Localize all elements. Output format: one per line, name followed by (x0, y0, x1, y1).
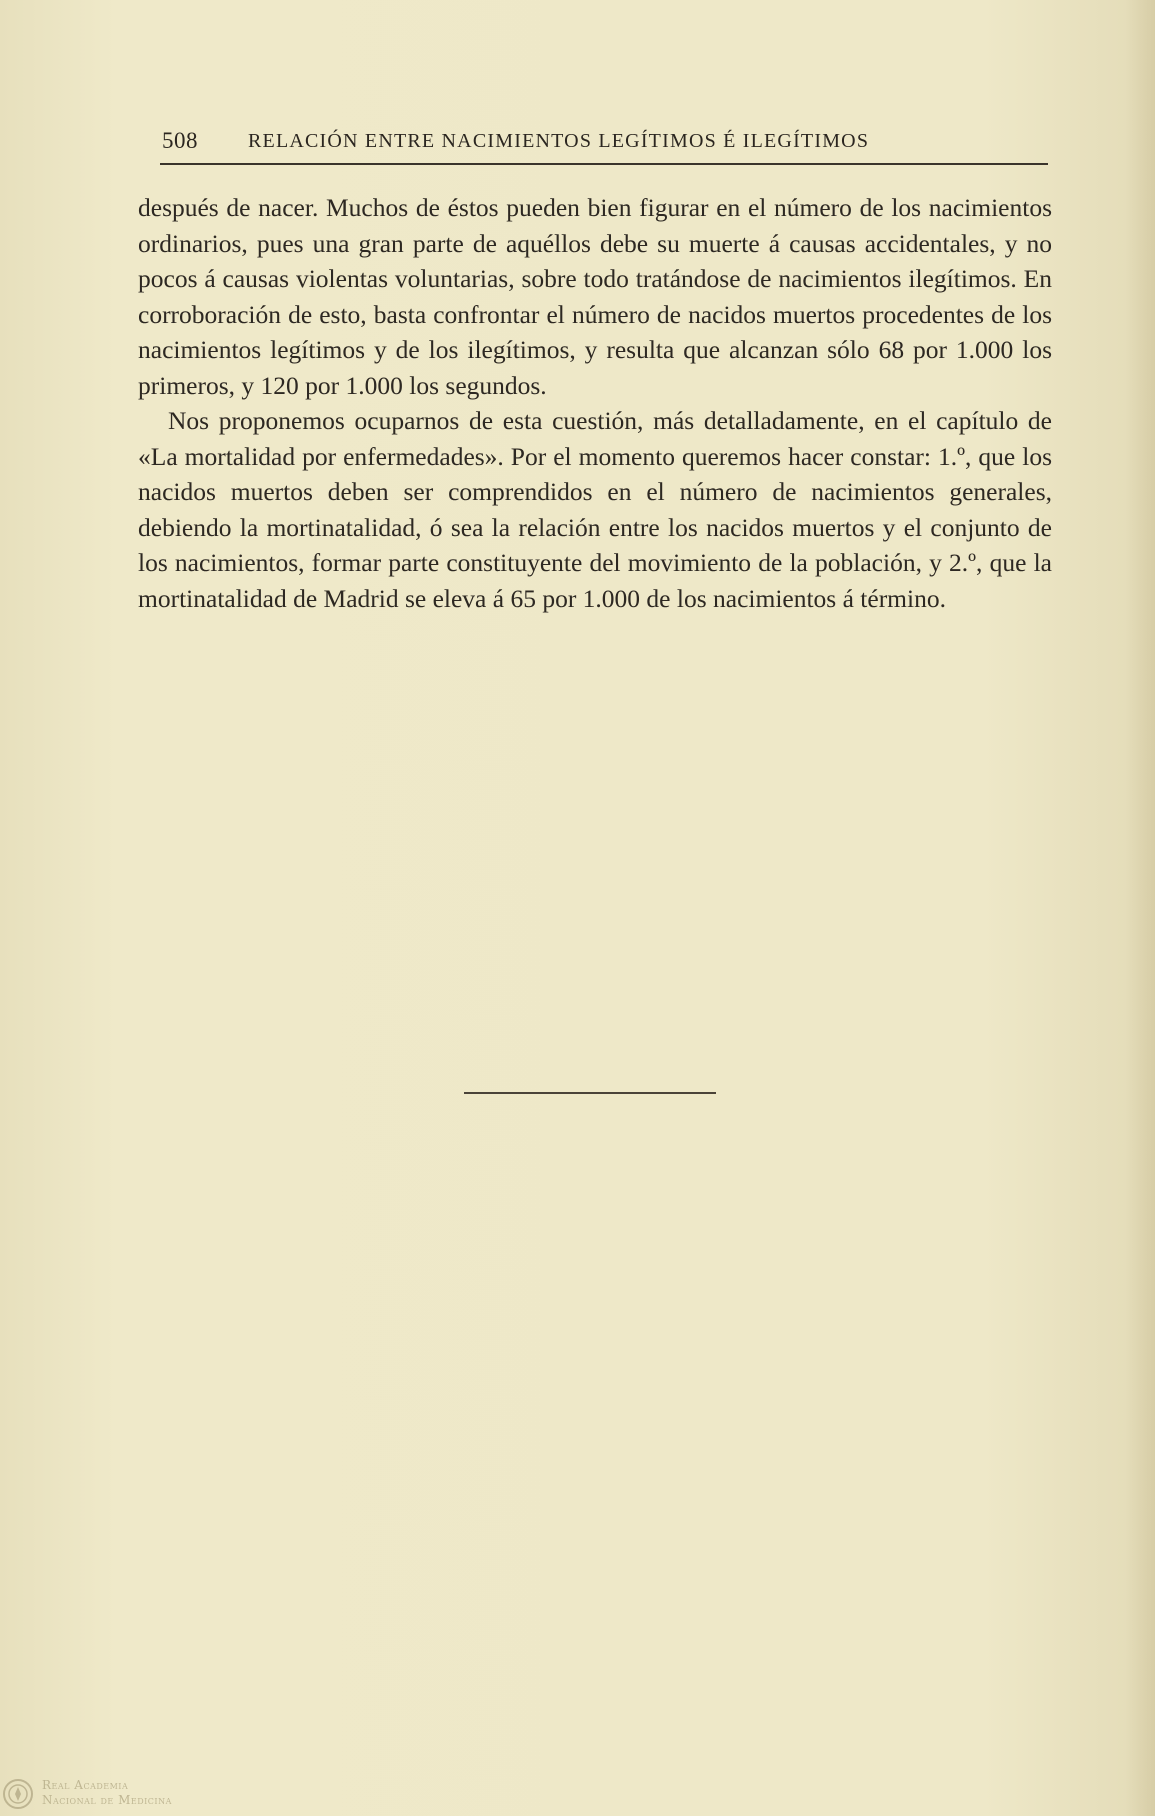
section-end-rule (464, 1092, 716, 1094)
chapter-title: RELACIÓN ENTRE NACIMIENTOS LEGÍTIMOS É ILEGÍTIMOS (248, 130, 870, 152)
stamp-line: Nacional de Medicina (42, 1793, 172, 1807)
page-number: 508 (162, 128, 198, 153)
running-head (162, 128, 1048, 160)
stamp-line: Real Academia (42, 1778, 129, 1792)
paragraph: después de nacer. Muchos de éstos pueden bien figurar en el número de los nacimientos ordinarios, pues una gran parte de aquéllos debe su muerte á causas accidentales, y no pocos á causas violentas voluntarias, sobre todo tratándose de nacimientos ilegítimos. En corroboración de esto, basta confrontar el número de nacidos muertos procedentes de los nacimientos legítimos y de los ilegítimos, y resulta que alcanzan sólo 68 por 1.000 los primeros, y 120 por 1.000 los segundos. (138, 193, 1052, 400)
library-stamp (2, 1776, 232, 1816)
body-text (138, 190, 1052, 616)
seal-icon (2, 1778, 34, 1810)
header-rule (160, 163, 1048, 165)
page-edge-shadow (1125, 0, 1155, 1816)
stamp-text (42, 1778, 172, 1808)
paragraph: Nos proponemos ocuparnos de esta cuestión, más detalladamente, en el capítulo de «La mortalidad por enfermedades». Por el momento queremos hacer constar: 1.º, que los nacidos muertos deben ser comprendidos en el número de nacimientos generales, debiendo la mortinatalidad, ó sea la relación entre los nacidos muertos y el conjunto de los nacimientos, formar parte constituyente del movimiento de la población, y 2.º, que la mortinatalidad de Madrid se eleva á 65 por 1.000 de los nacimientos á término. (138, 406, 1052, 613)
